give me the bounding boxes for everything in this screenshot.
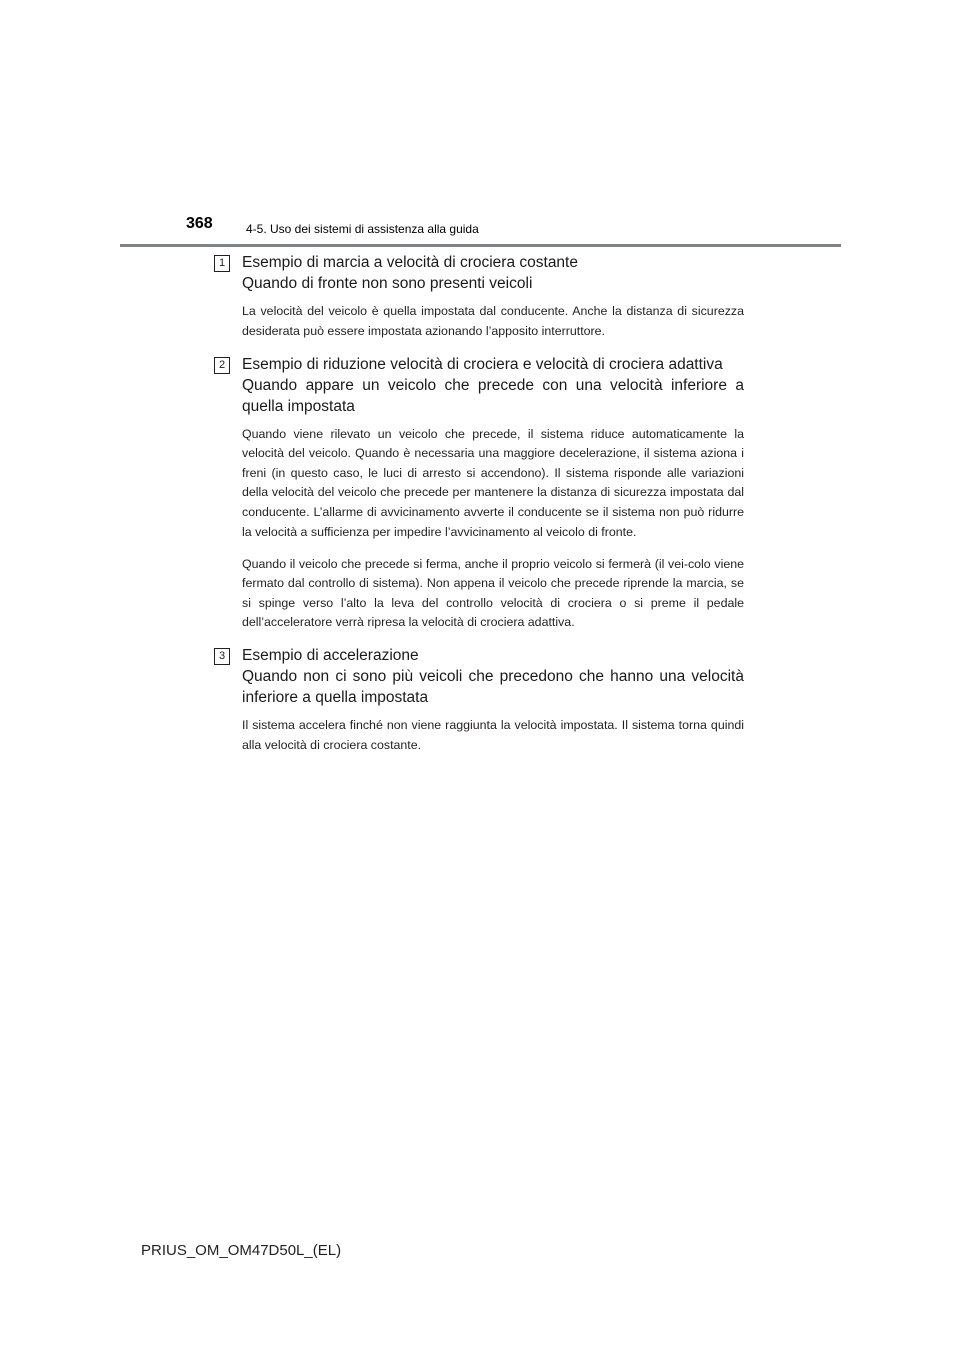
example-item-3 — [214, 645, 744, 755]
example-item-2 — [214, 354, 744, 633]
item-number-badge: 2 — [214, 357, 230, 374]
item-number-badge: 1 — [214, 255, 230, 272]
item-heading-line-1: Esempio di riduzione velocità di crociera e velocità di crociera adattiva — [242, 355, 723, 373]
item-paragraph: Quando il veicolo che precede si ferma, anche il proprio veicolo si fermerà (il vei-colo viene fermato dal controllo di sistema). Non appena il veicolo che precede riprende la marcia, se si spinge verso l’alto la leva del controllo velocità di crociera o si preme il pedale dell’acceleratore verrà ripresa la velocità di crociera adattiva. — [242, 556, 744, 630]
main-content — [214, 252, 744, 768]
item-paragraph: La velocità del veicolo è quella impostata dal conducente. Anche la distanza di sicurezza desiderata può essere impostata azionando l’apposito interruttore. — [242, 304, 744, 338]
header-rule — [120, 244, 841, 247]
item-heading-line-2: Quando di fronte non sono presenti veicoli — [242, 275, 533, 292]
item-heading — [242, 354, 744, 417]
section-header: 4-5. Uso dei sistemi di assistenza alla guida — [246, 222, 479, 236]
item-heading-line-2: Quando appare un veicolo che precede con una velocità inferiore a quella impostata — [242, 376, 744, 415]
item-paragraph: Quando viene rilevato un veicolo che precede, il sistema riduce automaticamente la velocità del veicolo. Quando è necessaria una maggiore decelerazione, il sistema aziona i freni (in questo caso, le luci di arresto si accendono). Il sistema risponde alle variazioni della velocità del veicolo che precede per mantenere la distanza di sicurezza impostata dal conducente. L’allarme di avvicinamento avverte il conducente se il sistema non può ridurre la velocità a sufficienza per impedire l’avvicinamento al veicolo di fronte. — [242, 426, 744, 539]
example-item-1 — [214, 252, 744, 341]
item-paragraph: Il sistema accelera finché non viene raggiunta la velocità impostata. Il sistema torna quindi alla velocità di crociera costante. — [242, 718, 744, 752]
item-heading-line-1: Esempio di marcia a velocità di crociera costante — [242, 254, 578, 271]
page-number: 368 — [186, 215, 213, 232]
footer-document-code: PRIUS_OM_OM47D50L_(EL) — [141, 1242, 342, 1259]
item-number-badge: 3 — [214, 648, 230, 665]
item-heading-line-1: Esempio di accelerazione — [242, 647, 419, 665]
item-heading — [242, 645, 744, 708]
item-heading-line-2: Quando non ci sono più veicoli che precedono che hanno una velocità inferiore a quella impostata — [242, 668, 744, 707]
item-heading — [242, 252, 744, 294]
